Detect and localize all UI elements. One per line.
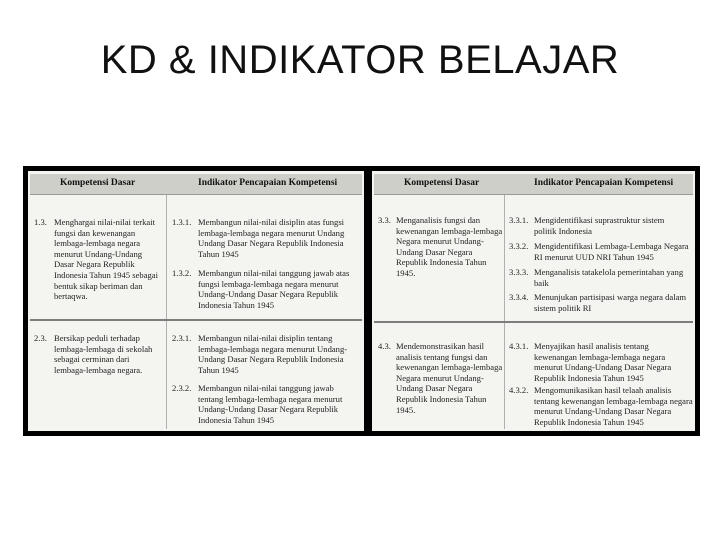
indicator-text: Mengomunikasikan hasil telaah analisis tentang kewenangan lembaga-lembaga negara menurut Undang-Undang Dasar Negara Republik Indonesia Tahun 1945: [534, 385, 693, 427]
kd-text: Menghargai nilai-nilai terkait fungsi dan kewenangan lembaga-lembaga negara menurut Undang-Undang Dasar Negara Republik Indonesia Tahun 1945 sebagai bentuk sikap beriman dan bertaqwa.: [54, 217, 159, 302]
slide-title: KD & INDIKATOR BELAJAR: [100, 38, 620, 82]
indicator-text: Mengidentifikasi Lembaga-Lembaga Negara RI menurut UUD NRI Tahun 1945: [534, 241, 689, 262]
indicator-number: 2.3.2.: [172, 383, 192, 393]
kd-number: 4.3.: [378, 341, 391, 351]
indicator-number: 2.3.1.: [172, 333, 192, 343]
indicator-number: 4.3.2.: [509, 385, 529, 395]
table-header: [374, 174, 693, 195]
header-kompetensi-dasar: Kompetensi Dasar: [404, 178, 480, 188]
indicator-number: 1.3.1.: [172, 217, 192, 227]
left-table: [28, 171, 364, 431]
indicator-text: Menyajikan hasil analisis tentang kewenangan lembaga-lembaga negara menurut Undang-Undang Dasar Negara Republik Indonesia Tahun 1945: [534, 341, 672, 383]
indicator-text: Membangun nilai-nilai disiplin tentang lembaga-lembaga negara menurut Undang- Undang Dasar Negara Republik Indonesia Tahun 1945: [198, 333, 348, 375]
right-table: [372, 171, 695, 431]
row-separator: [374, 321, 693, 323]
table-image-frame: [23, 166, 700, 436]
indicator-text: Membangun nilai-nilai tanggung jawab tentang lembaga-lembaga negara menurut Undang-Undang Dasar Negara Republik Indonesia Tahun 1945: [198, 383, 343, 425]
indicator-number: 4.3.1.: [509, 341, 529, 351]
column-divider: [166, 195, 167, 429]
kd-text: Mendemonstrasikan hasil analisis tentang fungsi dan kewenangan lembaga-lembaga Negara menurut Undang- Undang Dasar Negara Republik Indonesia Tahun 1945.: [396, 341, 503, 415]
indicator-number: 3.3.1.: [509, 215, 529, 225]
kd-number: 1.3.: [34, 217, 47, 227]
indicator-text: Mengidentifikasi suprastruktur sistem politik Indonesia: [534, 215, 665, 236]
indicator-text: Menganalisis tatakelola pemerintahan yang baik: [534, 267, 684, 288]
indicator-number: 3.3.2.: [509, 241, 529, 251]
indicator-number: 3.3.3.: [509, 267, 529, 277]
header-indikator: Indikator Pencapaian Kompetensi: [198, 178, 338, 188]
table-header: [30, 174, 362, 195]
kd-number: 2.3.: [34, 333, 47, 343]
indicator-text: Membangun nilai-nilai tanggung jawab atas fungsi lembaga-lembaga negara menurut Undang-Undang Dasar Negara Republik Indonesia Tahun 1945: [198, 268, 350, 310]
kd-text: Bersikap peduli terhadap lembaga-lembaga di sekolah sebagai cerminan dari lembaga-lembaga negara.: [54, 333, 153, 375]
header-indikator: Indikator Pencapaian Kompetensi: [534, 178, 674, 188]
kd-text: Menganalisis fungsi dan kewenangan lembaga-lembaga Negara menurut Undang- Undang Dasar Negara Republik Indonesia Tahun 1945.: [396, 215, 503, 278]
header-kompetensi-dasar: Kompetensi Dasar: [60, 178, 136, 188]
column-divider: [504, 195, 505, 429]
kd-number: 3.3.: [378, 215, 391, 225]
indicator-number: 3.3.4.: [509, 292, 529, 302]
indicator-text: Menunjukan partisipasi warga negara dalam sistem politik RI: [534, 292, 687, 313]
row-separator: [30, 319, 362, 321]
indicator-text: Membangun nilai-nilai disiplin atas fungsi lembaga-lembaga negara menurut Undang Undang Dasar Negara Republik Indonesia Tahun 1945: [198, 217, 345, 259]
indicator-number: 1.3.2.: [172, 268, 192, 278]
